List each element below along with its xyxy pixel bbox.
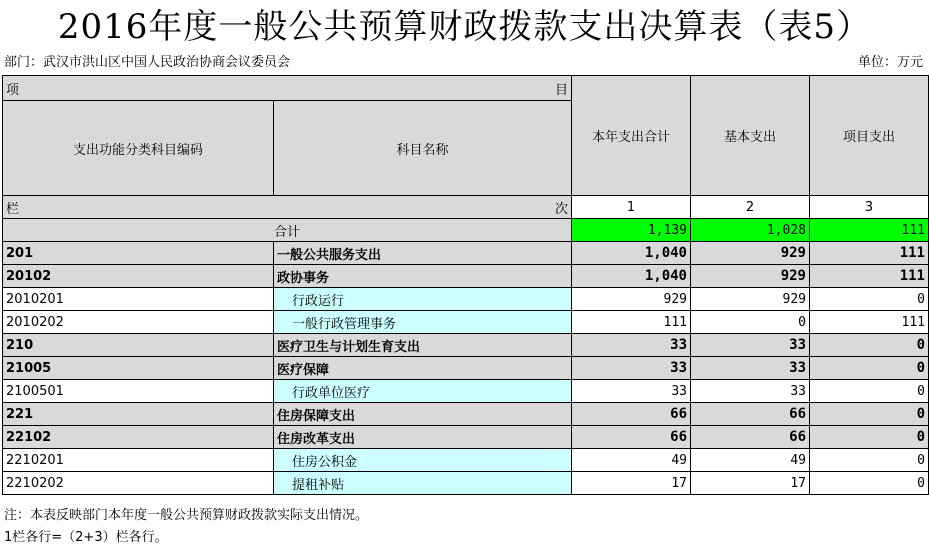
note-2: 1栏各行=（2+3）栏各行。 <box>4 530 168 545</box>
header-row-item <box>3 76 929 101</box>
row-project: 0 <box>810 288 929 311</box>
row-name: 一般行政管理事务 <box>274 311 572 334</box>
row-basic: 33 <box>691 380 810 403</box>
table-row <box>3 472 929 495</box>
row-name: 住房保障支出 <box>274 403 572 426</box>
row-project: 111 <box>810 265 929 288</box>
row-project: 111 <box>810 242 929 265</box>
row-total: 66 <box>572 403 691 426</box>
row-name: 住房公积金 <box>274 449 572 472</box>
row-code: 22102 <box>3 426 274 449</box>
row-basic: 0 <box>691 311 810 334</box>
header-row-index <box>3 196 929 219</box>
row-name: 行政单位医疗 <box>274 380 572 403</box>
total-label: 合计 <box>3 219 572 242</box>
header-name: 科目名称 <box>274 101 572 196</box>
row-project: 0 <box>810 472 929 495</box>
row-code: 2100501 <box>3 380 274 403</box>
row-total: 929 <box>572 288 691 311</box>
row-total: 1,040 <box>572 265 691 288</box>
header-item-left: 项 <box>6 82 20 98</box>
row-basic: 929 <box>691 265 810 288</box>
row-name: 住房改革支出 <box>274 426 572 449</box>
row-basic: 17 <box>691 472 810 495</box>
header-row-right: 次 <box>554 201 568 217</box>
unit-label: 单位：万元 <box>857 55 923 70</box>
row-code: 2210202 <box>3 472 274 495</box>
row-basic: 33 <box>691 334 810 357</box>
table-row <box>3 242 929 265</box>
row-code: 21005 <box>3 357 274 380</box>
header-idx3: 3 <box>810 196 929 219</box>
row-basic: 66 <box>691 403 810 426</box>
header-row-left: 栏 <box>6 201 20 217</box>
page-title: 2016年度一般公共预算财政拨款支出决算表（表5） <box>57 7 872 47</box>
row-basic: 49 <box>691 449 810 472</box>
header-total: 本年支出合计 <box>572 76 691 196</box>
row-code: 2010201 <box>3 288 274 311</box>
total-sum: 1,139 <box>572 219 691 242</box>
row-project: 0 <box>810 380 929 403</box>
row-code: 210 <box>3 334 274 357</box>
header-idx2: 2 <box>691 196 810 219</box>
row-name: 一般公共服务支出 <box>274 242 572 265</box>
table-row <box>3 288 929 311</box>
table-row <box>3 380 929 403</box>
row-name: 医疗卫生与计划生育支出 <box>274 334 572 357</box>
row-code: 20102 <box>3 265 274 288</box>
budget-table <box>2 75 929 495</box>
row-total: 111 <box>572 311 691 334</box>
total-row <box>3 219 929 242</box>
row-code: 2010202 <box>3 311 274 334</box>
row-project: 0 <box>810 357 929 380</box>
header-basic: 基本支出 <box>691 76 810 196</box>
row-basic: 33 <box>691 357 810 380</box>
row-code: 2210201 <box>3 449 274 472</box>
row-code: 221 <box>3 403 274 426</box>
table-row <box>3 334 929 357</box>
row-name: 政协事务 <box>274 265 572 288</box>
row-total: 66 <box>572 426 691 449</box>
row-total: 33 <box>572 380 691 403</box>
header-idx1: 1 <box>572 196 691 219</box>
row-project: 0 <box>810 426 929 449</box>
row-name: 行政运行 <box>274 288 572 311</box>
header-code: 支出功能分类科目编码 <box>3 101 274 196</box>
row-total: 33 <box>572 334 691 357</box>
department-label: 部门：武汉市洪山区中国人民政治协商会议委员会 <box>4 55 291 70</box>
table-row <box>3 449 929 472</box>
row-basic: 929 <box>691 242 810 265</box>
row-name: 医疗保障 <box>274 357 572 380</box>
header-item-right: 目 <box>554 82 568 98</box>
row-project: 0 <box>810 334 929 357</box>
table-row <box>3 426 929 449</box>
row-total: 33 <box>572 357 691 380</box>
total-project: 111 <box>810 219 929 242</box>
table-row <box>3 403 929 426</box>
row-name: 提租补贴 <box>274 472 572 495</box>
table-row <box>3 357 929 380</box>
table-row <box>3 311 929 334</box>
row-basic: 929 <box>691 288 810 311</box>
table-row <box>3 265 929 288</box>
row-project: 0 <box>810 449 929 472</box>
header-item-cell <box>3 76 572 101</box>
row-project: 0 <box>810 403 929 426</box>
total-basic: 1,028 <box>691 219 810 242</box>
header-project: 项目支出 <box>810 76 929 196</box>
row-total: 49 <box>572 449 691 472</box>
row-code: 201 <box>3 242 274 265</box>
row-project: 111 <box>810 311 929 334</box>
row-basic: 66 <box>691 426 810 449</box>
row-total: 1,040 <box>572 242 691 265</box>
header-index-cell <box>3 196 572 219</box>
note-1: 注：本表反映部门本年度一般公共预算财政拨款实际支出情况。 <box>4 508 369 523</box>
row-total: 17 <box>572 472 691 495</box>
